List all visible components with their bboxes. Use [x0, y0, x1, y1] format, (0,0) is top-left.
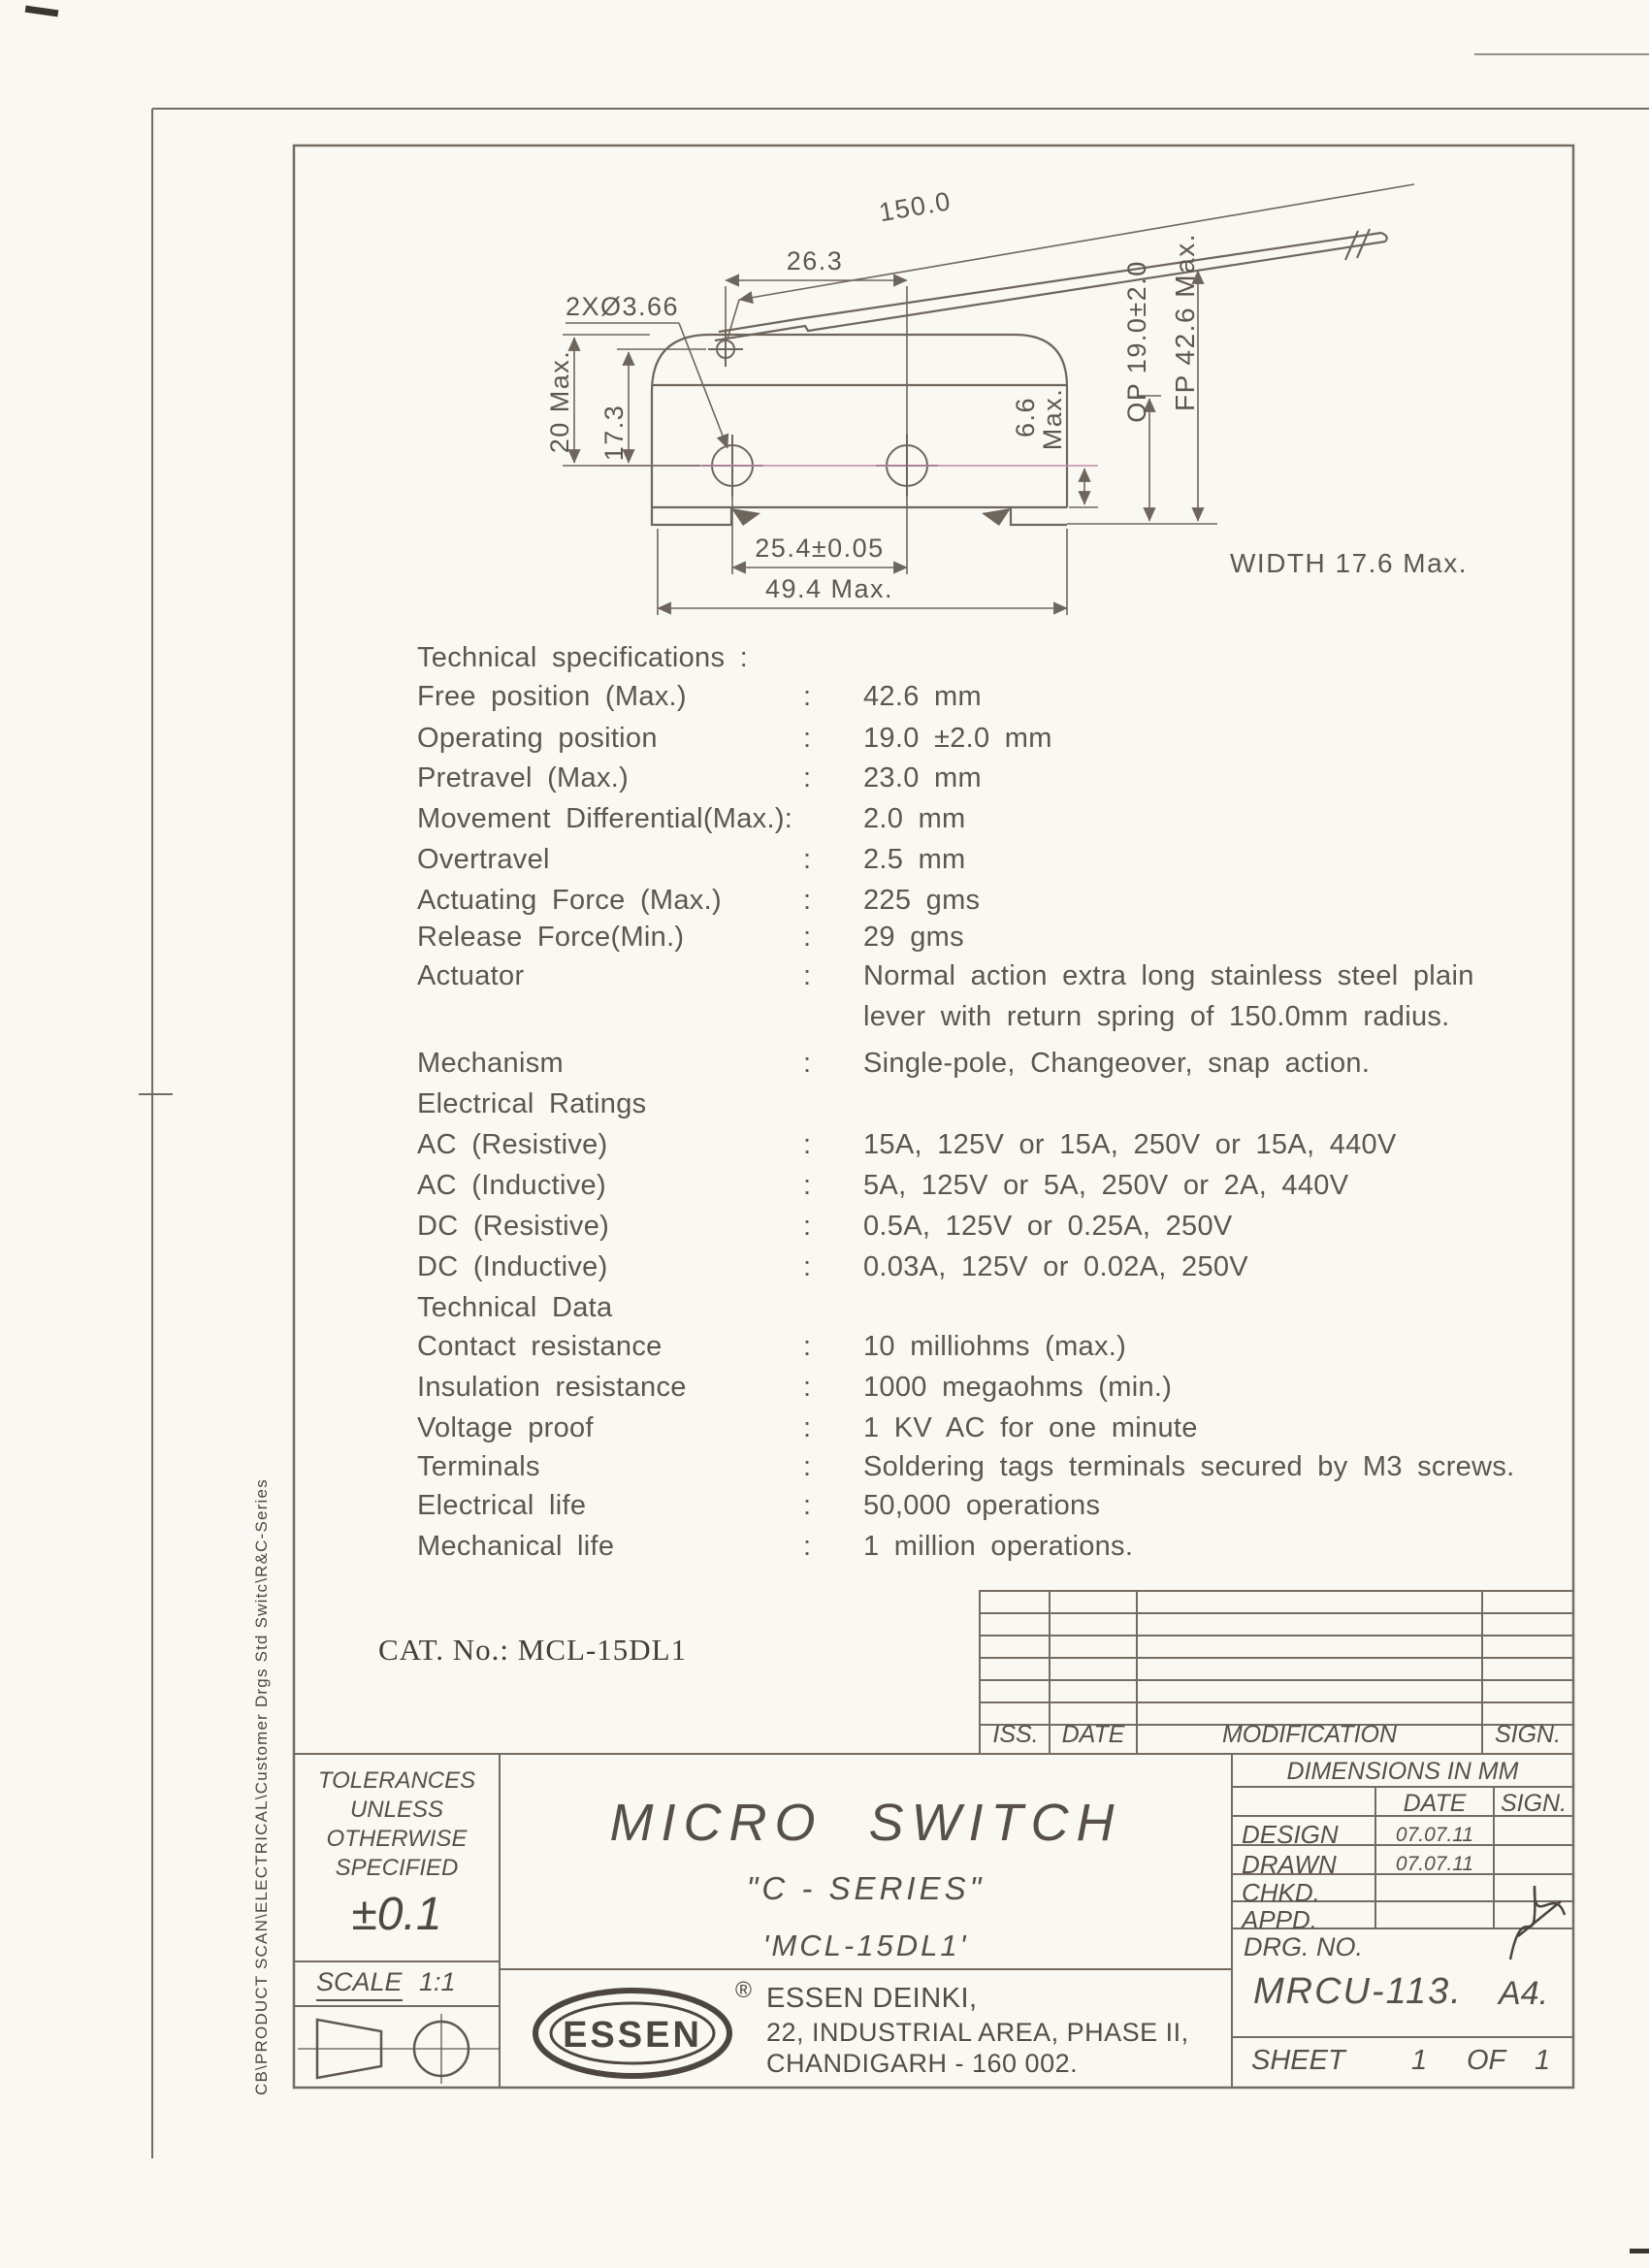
terminal-mark: [982, 508, 1011, 526]
spec-label: Free position (Max.): [417, 681, 687, 712]
spec-value: Soldering tags terminals secured by M3 screws.: [863, 1451, 1515, 1482]
dim-mounting-holes: 2XØ3.66: [566, 292, 680, 321]
tolerance-value: ±0.1: [351, 1889, 442, 1940]
revision-col-iss: ISS.: [992, 1721, 1039, 1748]
scale-value: 1:1: [419, 1967, 456, 1996]
spec-label: DC (Inductive): [417, 1251, 608, 1282]
company-name: ESSEN DEINKI,: [766, 1983, 978, 2014]
revision-col-date: DATE: [1061, 1721, 1125, 1748]
revision-col-sign: SIGN.: [1494, 1721, 1562, 1748]
dimension-labels: [545, 186, 1468, 603]
spec-label: Mechanism: [417, 1048, 564, 1079]
dim-free-position: FP 42.6 Max.: [1170, 232, 1200, 412]
spec-value: 1000 megaohms (min.): [863, 1372, 1173, 1403]
dim-length-max: 49.4 Max.: [764, 574, 894, 603]
tolerance-note: TOLERANCES: [317, 1767, 476, 1794]
spec-row: Electrical life : 50,000 operations: [417, 1490, 1101, 1521]
scan-artifact: [1630, 2249, 1649, 2253]
spec-row: Voltage proof : 1 KV AC for one minute: [417, 1412, 1198, 1443]
spec-value: 225 gms: [863, 885, 981, 916]
spec-value: 42.6 mm: [863, 681, 982, 712]
product-series: "C - SERIES": [746, 1870, 986, 1906]
spec-label: Pretravel (Max.): [417, 762, 630, 794]
spec-row: Free position (Max.) : 42.6 mm: [417, 681, 982, 712]
company-address: 22, INDUSTRIAL AREA, PHASE II,: [766, 2018, 1189, 2047]
product-title: MICRO SWITCH: [609, 1794, 1122, 1852]
micro-switch-drawing: [436, 116, 1504, 679]
spec-label: DC (Resistive): [417, 1211, 610, 1242]
dim-pivot-offset: 26.3: [786, 246, 844, 275]
spec-row: AC (Inductive) : 5A, 125V or 5A, 250V or 2A, 440V: [417, 1170, 1349, 1201]
approval-sign-header: SIGN.: [1500, 1790, 1568, 1817]
spec-value: 10 milliohms (max.): [863, 1331, 1127, 1362]
sheet-of: OF: [1467, 2045, 1506, 2076]
logo-text: ESSEN: [563, 2015, 702, 2056]
spec-label: Overtravel: [417, 844, 550, 875]
filing-reference-label: CB\PRODUCT SCAN\ELECTRICAL\Customer Drgs Std Switc\R&C-Series: [252, 1478, 271, 2095]
spec-label: AC (Resistive): [417, 1129, 608, 1160]
spec-value: 5A, 125V or 5A, 250V or 2A, 440V: [863, 1170, 1349, 1201]
spec-label: Actuating Force (Max.): [417, 885, 722, 916]
spec-row: Insulation resistance : 1000 megaohms (min.): [417, 1372, 1173, 1403]
essen-logo: [532, 1987, 740, 2080]
signature: [1499, 1872, 1576, 1974]
dim-operating-position: OP 19.0±2.0: [1122, 260, 1151, 423]
spec-value: 15A, 125V or 15A, 250V or 15A, 440V: [863, 1129, 1397, 1160]
spec-value: 2.5 mm: [863, 844, 966, 875]
tolerance-note: SPECIFIED: [335, 1855, 459, 1881]
sheet-total: 1: [1535, 2045, 1551, 2076]
spec-label: Movement Differential(Max.):: [417, 803, 793, 834]
approval-date-header: DATE: [1403, 1790, 1467, 1817]
spec-row: Actuating Force (Max.) : 225 gms: [417, 885, 981, 916]
dim-lever-radius: 150.0: [876, 186, 954, 228]
spec-value: Normal action extra long stainless steel plain: [863, 960, 1474, 991]
company-city: CHANDIGARH - 160 002.: [766, 2049, 1079, 2078]
drg-no-label: DRG. NO.: [1244, 1932, 1364, 1961]
dim-terminal-height-max: Max.: [1038, 387, 1067, 451]
spec-value: 29 gms: [863, 922, 964, 953]
revision-col-modification: MODIFICATION: [1221, 1721, 1398, 1748]
dim-terminal-height: 6.6: [1011, 396, 1040, 438]
spec-label: Contact resistance: [417, 1331, 663, 1362]
spec-value: 0.03A, 125V or 0.02A, 250V: [863, 1251, 1248, 1282]
switch-body: [652, 335, 1067, 526]
spec-row: Operating position : 19.0 ±2.0 mm: [417, 723, 1052, 754]
projection-symbol: [296, 2008, 504, 2088]
spec-row: Mechanical life : 1 million operations.: [417, 1531, 1134, 1562]
spec-value: 2.0 mm: [863, 803, 966, 834]
spec-label: Insulation resistance: [417, 1372, 687, 1403]
spec-row: Mechanism : Single-pole, Changeover, snap action.: [417, 1048, 1371, 1079]
spec-label: Actuator: [417, 960, 525, 991]
product-model: 'MCL-15DL1': [762, 1928, 969, 1962]
paper-size: A4.: [1499, 1975, 1549, 2012]
tolerance-note: UNLESS: [349, 1797, 444, 1823]
spec-label: Electrical Ratings: [417, 1088, 647, 1119]
spec-label: Release Force(Min.): [417, 922, 685, 953]
spec-row: Overtravel : 2.5 mm: [417, 844, 966, 875]
dim-hole-spacing: 25.4±0.05: [755, 534, 885, 563]
dim-height-max: 20 Max.: [545, 349, 574, 454]
spec-label: Voltage proof: [417, 1412, 594, 1443]
approval-row-chkd: CHKD.: [1242, 1878, 1320, 1907]
approval-row-design: DESIGN: [1242, 1820, 1339, 1849]
spec-value: 50,000 operations: [863, 1490, 1101, 1521]
registered-trademark-icon: ®: [735, 1977, 752, 2002]
spec-value-continued: lever with return spring of 150.0mm radius.: [863, 1001, 1450, 1032]
spec-value: 23.0 mm: [863, 762, 982, 794]
spec-row: Release Force(Min.) : 29 gms: [417, 922, 964, 953]
spec-section-header: [417, 1088, 1474, 1127]
spec-row: Actuator : Normal action extra long stainless steel plain: [417, 960, 1474, 991]
spec-section-header: [417, 1292, 1474, 1331]
approval-date-design: 07.07.11: [1395, 1824, 1474, 1846]
spec-value: Single-pole, Changeover, snap action.: [863, 1048, 1371, 1079]
spec-value: 1 million operations.: [863, 1531, 1134, 1562]
spec-value: 1 KV AC for one minute: [863, 1412, 1198, 1443]
spec-value: 19.0 ±2.0 mm: [863, 723, 1052, 754]
sheet-label: SHEET: [1251, 2045, 1345, 2076]
spec-label: Mechanical life: [417, 1531, 615, 1562]
spec-value: 0.5A, 125V or 0.25A, 250V: [863, 1211, 1233, 1242]
dim-pivot-height: 17.3: [599, 404, 629, 462]
spec-row: Pretravel (Max.) : 23.0 mm: [417, 762, 982, 794]
spec-label: Operating position: [417, 723, 658, 754]
specs-title: Technical specifications :: [417, 642, 748, 673]
spec-row: [417, 803, 1474, 842]
sheet-number: 1: [1411, 2045, 1428, 2076]
terminal-mark: [731, 508, 760, 526]
approval-row-appd: APPD.: [1242, 1905, 1318, 1934]
spec-label: Electrical life: [417, 1490, 587, 1521]
catalogue-number: CAT. No.: MCL-15DL1: [378, 1633, 688, 1667]
spec-row: Terminals : Soldering tags terminals secured by M3 screws.: [417, 1451, 1515, 1482]
tolerance-note: OTHERWISE: [326, 1826, 468, 1852]
dimensions-note: DIMENSIONS IN MM: [1286, 1758, 1519, 1785]
drg-no-value: MRCU-113.: [1253, 1971, 1463, 2012]
dim-width-max: WIDTH 17.6 Max.: [1230, 548, 1468, 578]
spec-row: AC (Resistive) : 15A, 125V or 15A, 250V or 15A, 440V: [417, 1129, 1397, 1160]
approval-row-drawn: DRAWN: [1242, 1850, 1337, 1879]
approval-date-drawn: 07.07.11: [1395, 1853, 1474, 1875]
scale-label: SCALE: [316, 1967, 403, 2001]
spec-label: AC (Inductive): [417, 1170, 606, 1201]
spec-label: Technical Data: [417, 1292, 613, 1323]
spec-label: Terminals: [417, 1451, 540, 1482]
spec-row: DC (Inductive) : 0.03A, 125V or 0.02A, 250V: [417, 1251, 1248, 1282]
spec-row: DC (Resistive) : 0.5A, 125V or 0.25A, 250V: [417, 1211, 1233, 1242]
spec-row: Contact resistance : 10 milliohms (max.): [417, 1331, 1127, 1362]
